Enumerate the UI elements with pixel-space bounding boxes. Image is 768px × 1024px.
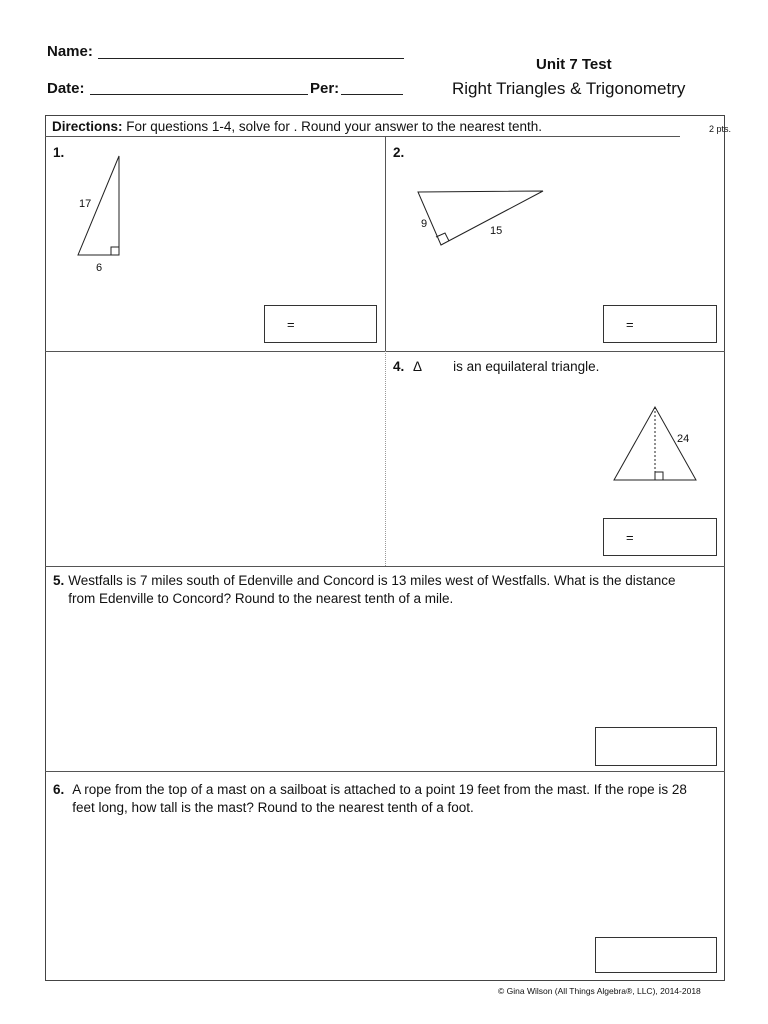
question-4-text: is an equilateral triangle. bbox=[453, 359, 600, 374]
question-6 bbox=[53, 781, 703, 817]
copyright: © Gina Wilson (All Things Algebra®, LLC), 2014-2018 bbox=[498, 986, 701, 996]
question-1-label-hyp: 17 bbox=[79, 198, 92, 210]
name-label: Name: bbox=[47, 43, 93, 60]
name-field[interactable] bbox=[98, 58, 404, 59]
row-divider-2 bbox=[45, 566, 725, 567]
directions-divider bbox=[45, 136, 680, 137]
question-4-prompt bbox=[393, 358, 599, 376]
date-label: Date: bbox=[47, 80, 85, 97]
question-5-number: 5. bbox=[53, 573, 65, 588]
question-2-answer-prefix: = bbox=[626, 317, 634, 332]
directions-text-after: . Round your answer to the nearest tenth. bbox=[293, 119, 543, 134]
question-6-answer-box[interactable] bbox=[595, 937, 717, 973]
per-label: Per: bbox=[310, 80, 340, 97]
directions bbox=[52, 118, 542, 136]
question-1-triangle bbox=[70, 150, 130, 275]
question-2-triangle bbox=[410, 180, 555, 250]
question-5-answer-box[interactable] bbox=[595, 727, 717, 766]
period-field[interactable] bbox=[341, 94, 403, 95]
points-label: 2 pts. bbox=[709, 124, 732, 134]
question-4-answer-box[interactable] bbox=[603, 518, 717, 556]
question-4-label-side: 24 bbox=[677, 433, 690, 445]
question-2-label-leg: 9 bbox=[421, 218, 428, 230]
question-2-label-hyp: 15 bbox=[490, 225, 503, 237]
delta-symbol: Δ bbox=[413, 359, 422, 374]
question-4-answer-prefix: = bbox=[626, 530, 634, 545]
question-4-number: 4. bbox=[393, 359, 405, 374]
row-divider-3 bbox=[45, 771, 725, 772]
date-field[interactable] bbox=[90, 94, 308, 95]
question-1-answer-prefix: = bbox=[287, 317, 295, 332]
question-5 bbox=[53, 572, 693, 608]
question-2-answer-box[interactable] bbox=[603, 305, 717, 343]
column-divider-2 bbox=[385, 351, 386, 566]
column-divider-1 bbox=[385, 136, 386, 351]
question-1-label-base: 6 bbox=[96, 262, 103, 274]
question-6-number: 6. bbox=[53, 782, 65, 797]
test-subtitle: Right Triangles & Trigonometry bbox=[452, 79, 686, 98]
question-5-text: Westfalls is 7 miles south of Edenville and Concord is 13 miles west of Westfalls. What is the distance from Edenville to Concord? Round to the nearest tenth of a mile. bbox=[68, 573, 676, 606]
question-2-number: 2. bbox=[393, 145, 405, 160]
question-1-answer-box[interactable] bbox=[264, 305, 377, 343]
question-4-triangle bbox=[608, 400, 703, 485]
question-6-text: A rope from the top of a mast on a sailboat is attached to a point 19 feet from the mast. If the rope is 28 feet long, how tall is the mast? Round to the nearest tenth of a foot. bbox=[72, 782, 687, 815]
test-title: Unit 7 Test bbox=[536, 56, 612, 73]
directions-label: Directions: bbox=[52, 119, 123, 134]
question-1-number: 1. bbox=[53, 145, 65, 160]
directions-text: For questions 1-4, solve for bbox=[126, 119, 290, 134]
